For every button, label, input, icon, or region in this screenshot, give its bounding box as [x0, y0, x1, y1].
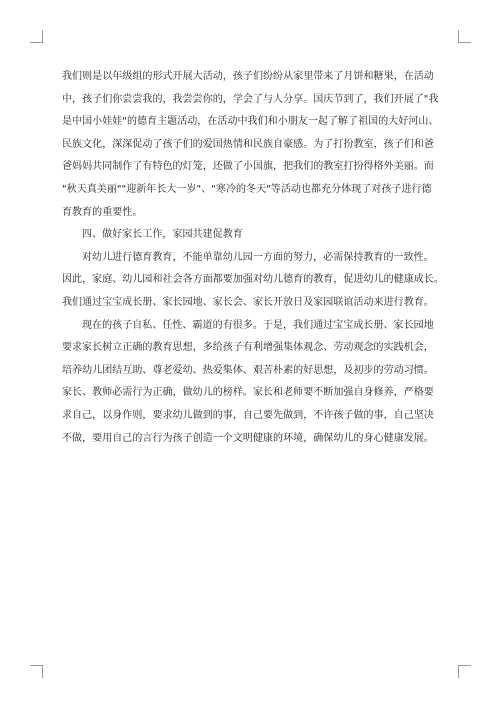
document-body	[62, 66, 444, 450]
text-line: 对幼儿进行德育教育，不能单靠幼儿园一方面的努力，必需保持教育的一致性。	[82, 251, 434, 263]
heading-text: 四、做好家长工作，家园共建促教育	[82, 229, 243, 241]
text-line: 要求家长树立正确的教育思想，多给孩子有利增强集体观念、劳动观念的实践机会，	[62, 342, 434, 354]
crop-mark-top-right	[458, 30, 471, 43]
text-line: 民族文化，深深促动了孩子们的爱国热情和民族自豪感。为了打扮教室，孩子们和爸	[62, 138, 434, 150]
paragraph-activities	[62, 66, 438, 224]
paragraph-parents	[62, 315, 438, 451]
text-line: 育教育的重要性。	[62, 206, 143, 218]
paragraph-consistency	[62, 247, 444, 315]
text-line: 我们则是以年级组的形式开展大活动，孩子们纷纷从家里带来了月饼和糖果，在活动	[62, 71, 434, 82]
text-line: 中，孩子们你尝尝我的，我尝尝你的，学会了与人分享。国庆节到了，我们开展了"我	[62, 93, 439, 105]
text-line: "秋天真美丽""迎新年长大一岁"、"寒冷的冬天"等活动也都充分体现了对孩子进行德	[62, 183, 432, 195]
text-line: 爸妈妈共同制作了有特色的灯笼，还做了小国旗，把我们的教室打扮得格外美丽。而	[62, 161, 434, 173]
text-line: 我们通过宝宝成长册、家长园地、家长会、家长开放日及家园联谊活动来进行教育。	[62, 296, 434, 308]
crop-mark-bottom-left	[30, 665, 43, 678]
crop-mark-bottom-right	[458, 665, 471, 678]
text-line: 是中国小娃娃"的德育主题活动，在活动中我们和小朋友一起了解了祖国的大好河山、	[62, 116, 439, 128]
text-line: 不做，要用自己的言行为孩子创造一个文明健康的环境，确保幼儿的身心健康发展。	[62, 432, 434, 444]
text-line: 求自己，以身作则，要求幼儿做到的事，自己要先做到，不许孩子做的事，自己坚决	[62, 409, 434, 421]
text-line: 培养幼儿团结互助、尊老爱幼、热爱集体、艰苦朴素的好思想，及初步的劳动习惯。	[62, 364, 434, 376]
text-line: 家长、教师必需行为正确，做幼儿的榜样。家长和老师要不断加强自身修养，严格要	[62, 387, 434, 399]
text-line: 因此，家庭、幼儿园和社会各方面都要加强对幼儿德育的教育，促进幼儿的健康成长。	[62, 274, 444, 286]
section-heading	[62, 224, 438, 247]
text-line: 现在的孩子自私、任性、霸道的有很多。于是，我们通过宝宝成长册、家长园地	[82, 319, 434, 331]
crop-mark-top-left	[30, 30, 43, 43]
